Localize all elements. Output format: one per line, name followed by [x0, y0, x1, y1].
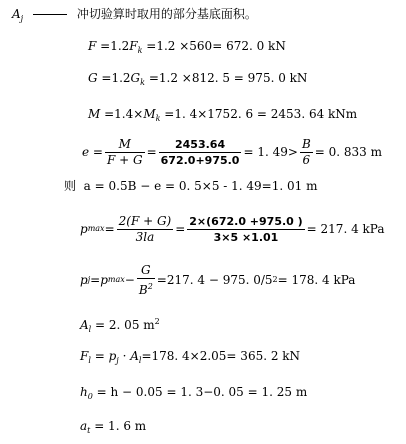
pmax-frac-symbolic — [117, 214, 174, 245]
e-num2: 2453.64 — [159, 137, 242, 153]
aj-definition — [12, 6, 257, 27]
pj-p: p — [80, 273, 88, 287]
mk-symbol: M — [143, 107, 156, 121]
pj-den-sup: 2 — [147, 281, 153, 291]
pj-rest2: = 178. 4 kPa — [277, 273, 356, 287]
formula-h0 — [80, 384, 307, 405]
g-rest: =1.2 ×812. 5 = 975. 0 kN — [145, 71, 308, 85]
e-lhs: e = — [82, 145, 103, 159]
pmax-eq: = — [104, 222, 115, 236]
h0-text: = h − 0.05 = 1. 3−0. 05 = 1. 25 m — [92, 385, 308, 399]
fl-rest: =178. 4×2.05= 365. 2 kN — [141, 349, 301, 363]
m-rest: =1. 4×1752. 6 = 2453. 64 kNm — [160, 107, 358, 121]
e-frac-numeric — [159, 137, 242, 168]
pj-p2: p — [100, 273, 108, 287]
fl-p: p — [108, 349, 117, 363]
pj-den-wrap — [137, 279, 155, 298]
al-symbol: A — [80, 318, 89, 332]
g-lhs: G — [88, 71, 98, 85]
pj-sub: j — [87, 275, 91, 284]
pmax-num1: 2(F + G) — [118, 213, 172, 228]
a-ze: 则 — [64, 179, 77, 193]
formula-pmax — [80, 210, 384, 248]
at-subscript: t — [87, 426, 91, 435]
fl-eq: = — [90, 349, 109, 363]
formula-at — [80, 418, 146, 439]
pmax-sub: max — [87, 224, 105, 233]
mk-subscript: k — [155, 114, 161, 123]
at-text: = 1. 6 m — [90, 419, 147, 433]
pj-den: B — [138, 282, 148, 297]
gk-subscript: k — [140, 78, 145, 87]
al-text: = 2. 05 m — [91, 318, 155, 332]
e-eq: = — [146, 145, 157, 159]
e-den3: 6 — [302, 152, 311, 167]
pmax-num2: 2×(672.0 +975.0 ) — [189, 214, 303, 228]
e-frac-b6 — [300, 137, 313, 168]
g-eq: =1.2 — [97, 71, 131, 85]
e-num3: B — [301, 136, 311, 151]
e-mid: = 1. 49> — [243, 145, 298, 159]
h0-symbol: h — [80, 385, 88, 399]
a-text: a = 0.5B − e = 0. 5×5 - 1. 49=1. 01 m — [83, 179, 318, 193]
e-den1: F + G — [106, 152, 143, 167]
aj-text: 冲切验算时取用的部分基底面积。 — [76, 7, 257, 21]
aj-symbol: A — [12, 7, 21, 21]
formula-m — [88, 106, 357, 127]
f-eq: =1.2 — [96, 39, 130, 53]
fl-symbol: F — [80, 349, 89, 363]
formula-f — [88, 38, 286, 59]
fl-psub: j — [116, 356, 119, 365]
e-rest: = 0. 833 m — [314, 145, 382, 159]
e-frac-symbolic — [105, 137, 145, 168]
definition-dash — [33, 14, 67, 15]
formula-g — [88, 70, 307, 91]
m-eq: =1.4× — [100, 107, 144, 121]
pmax-den1: 3la — [135, 229, 155, 244]
fl-dot: · — [118, 349, 131, 363]
al-sup: 2 — [154, 317, 160, 326]
pj-minus: − — [124, 273, 135, 287]
fl-a: A — [130, 349, 139, 363]
at-symbol: a — [80, 419, 88, 433]
pj-eq: = — [90, 273, 101, 287]
pmax-eq2: = — [175, 222, 186, 236]
pmax-p: p — [80, 222, 88, 236]
fk-symbol: F — [129, 39, 138, 53]
fl-asub: l — [138, 356, 142, 365]
formula-e — [82, 136, 382, 168]
fl-subscript: l — [88, 356, 91, 365]
pj-num: G — [137, 263, 155, 279]
aj-subscript: j — [20, 14, 24, 23]
e-num1: M — [105, 137, 145, 153]
formula-a — [64, 178, 317, 194]
pj-frac — [137, 263, 155, 298]
h0-subscript: 0 — [87, 392, 93, 401]
formula-fl — [80, 348, 300, 369]
fk-subscript: k — [137, 46, 143, 55]
e-den2: 672.0+975.0 — [160, 153, 240, 167]
pj-rest: =217. 4 − 975. 0/5 — [156, 273, 273, 287]
m-lhs: M — [88, 107, 101, 121]
gk-symbol: G — [130, 71, 141, 85]
pmax-frac-numeric — [187, 214, 304, 245]
formula-al — [80, 314, 160, 338]
al-subscript: l — [88, 325, 92, 334]
pj-sub2: max — [107, 275, 125, 284]
formula-pj — [80, 262, 355, 298]
pmax-den2: 3×5 ×1.01 — [213, 230, 279, 244]
f-rest: =1.2 ×560= 672. 0 kN — [142, 39, 286, 53]
pj-rest-sup: 2 — [272, 275, 278, 284]
f-lhs: F — [88, 39, 97, 53]
pmax-rest: = 217. 4 kPa — [306, 222, 385, 236]
